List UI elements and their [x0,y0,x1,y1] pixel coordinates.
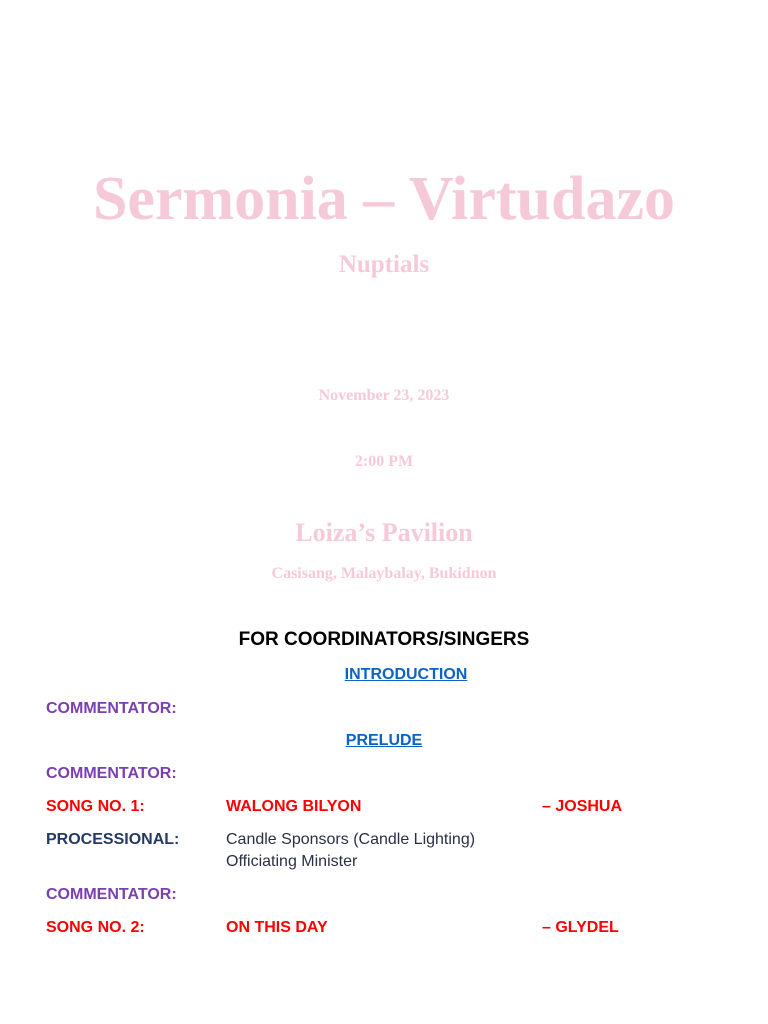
introduction-link[interactable]: INTRODUCTION [344,666,468,683]
event-date: November 23, 2023 [318,387,450,404]
processional-line-2: Officiating Minister [226,853,358,870]
song-2-title: ON THIS DAY [226,919,328,936]
song-2-singer: – GLYDEL [542,919,619,936]
song-1-singer: – JOSHUA [542,798,623,815]
commentator-label-1: COMMENTATOR: [46,700,177,717]
program-heading: FOR COORDINATORS/SINGERS [238,629,530,650]
commentator-label-3: COMMENTATOR: [46,886,177,903]
commentator-label-2: COMMENTATOR: [46,765,177,782]
venue-name: Loiza’s Pavilion [295,518,473,547]
prelude-link[interactable]: PRELUDE [345,732,423,749]
song-2-label: SONG NO. 2: [46,919,145,936]
processional-line-1: Candle Sponsors (Candle Lighting) [226,831,476,848]
couple-title: Sermonia – Virtudazo [92,165,676,233]
venue-address: Casisang, Malaybalay, Bukidnon [271,565,497,582]
song-1-label: SONG NO. 1: [46,798,145,815]
song-1-title: WALONG BILYON [226,798,362,815]
event-time: 2:00 PM [354,453,414,470]
event-subtitle: Nuptials [338,251,430,278]
processional-label: PROCESSIONAL: [46,831,180,848]
